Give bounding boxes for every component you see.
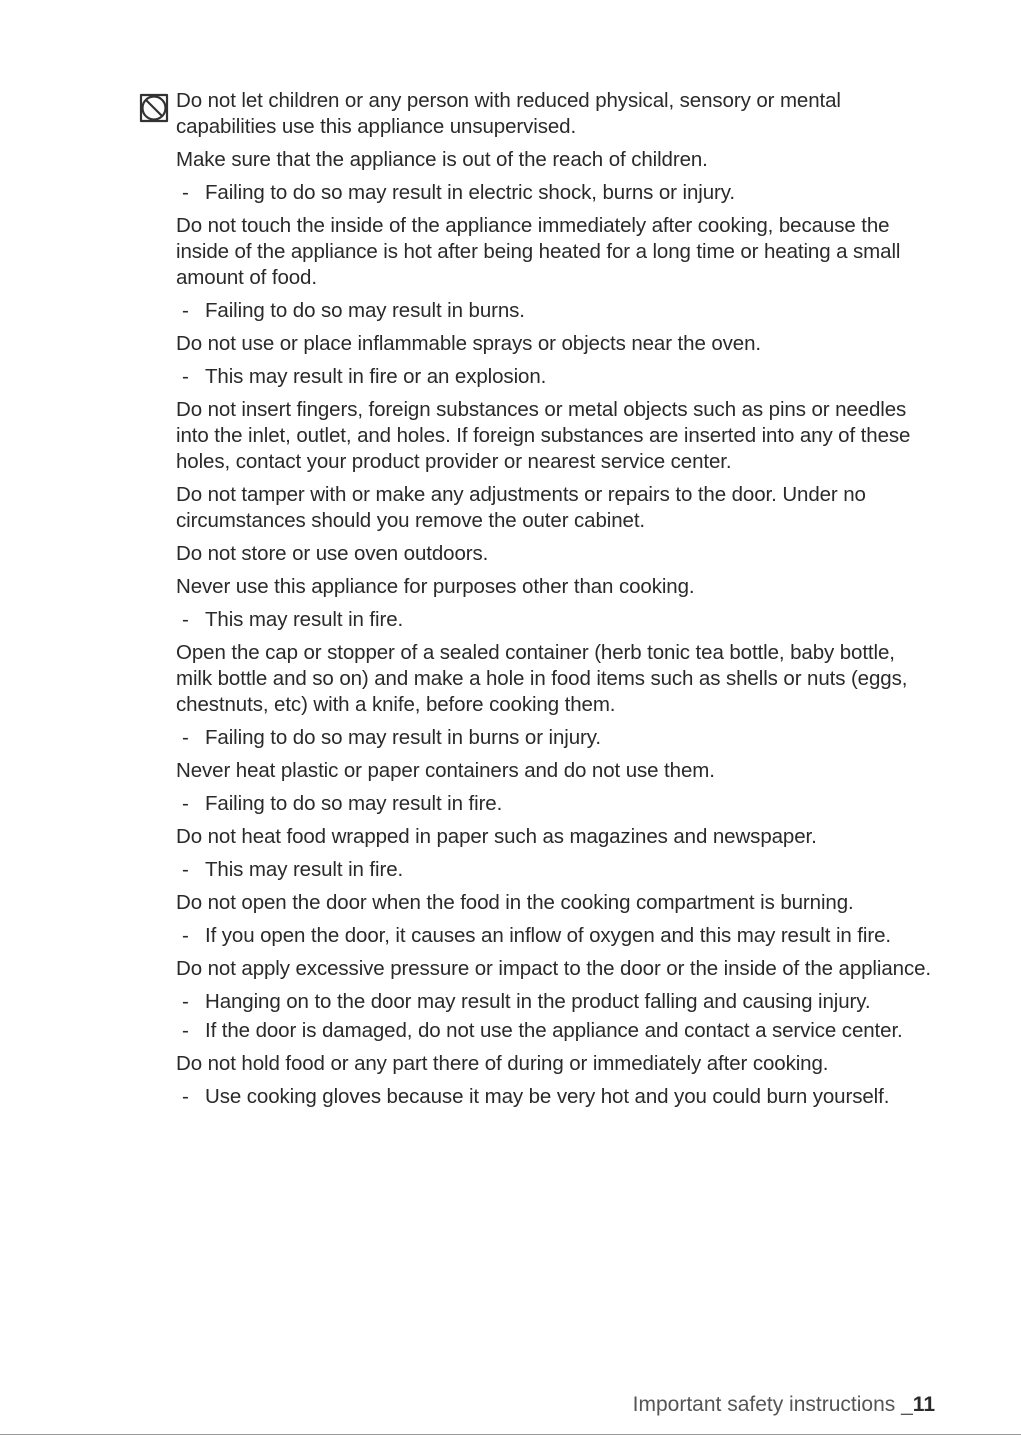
instruction-consequence: [176, 298, 936, 324]
instruction-item: [176, 640, 936, 751]
dash-marker: -: [182, 858, 189, 881]
instruction-item: [176, 331, 936, 390]
bottom-divider: [0, 1434, 1021, 1435]
consequence-text: This may result in fire or an explosion.: [205, 365, 547, 388]
instruction-item: [176, 213, 936, 324]
consequence-text: If the door is damaged, do not use the appliance and contact a service center.: [205, 1019, 903, 1042]
instruction-item: [176, 88, 936, 140]
instruction-text: Never heat plastic or paper containers and do not use them.: [176, 759, 715, 782]
prohibition-icon: [137, 91, 171, 125]
consequence-text: Failing to do so may result in burns or injury.: [205, 726, 601, 749]
instruction-text: Do not use or place inflammable sprays or objects near the oven.: [176, 332, 761, 355]
consequence-text: Hanging on to the door may result in the product falling and causing injury.: [205, 990, 871, 1013]
instruction-consequence: [176, 364, 936, 390]
instruction-item: [176, 482, 936, 534]
dash-marker: -: [182, 1085, 189, 1108]
dash-marker: -: [182, 792, 189, 815]
consequence-text: Failing to do so may result in electric shock, burns or injury.: [205, 181, 735, 204]
instruction-text: Do not heat food wrapped in paper such as magazines and newspaper.: [176, 825, 817, 848]
instruction-item: [176, 574, 936, 633]
instruction-text: Do not tamper with or make any adjustments or repairs to the door. Under no circumstances should you remove the outer cabinet.: [176, 483, 866, 532]
instruction-item: [176, 147, 936, 206]
instruction-consequence: [176, 791, 936, 817]
instruction-text: Do not hold food or any part there of during or immediately after cooking.: [176, 1052, 829, 1075]
instruction-item: [176, 397, 936, 475]
instruction-consequence: [176, 607, 936, 633]
instruction-text: Open the cap or stopper of a sealed container (herb tonic tea bottle, baby bottle, milk bottle and so on) and make a hole in food items such as shells or nuts (eggs, chestnuts, etc) with a knife, before cooking them.: [176, 641, 908, 716]
instruction-consequence: [176, 1018, 936, 1044]
instruction-item: [176, 1051, 936, 1110]
consequence-text: If you open the door, it causes an inflow of oxygen and this may result in fire.: [205, 924, 891, 947]
dash-marker: -: [182, 990, 189, 1013]
dash-marker: -: [182, 365, 189, 388]
instruction-item: [176, 541, 936, 567]
dash-marker: -: [182, 181, 189, 204]
instruction-item: [176, 758, 936, 817]
consequence-text: Failing to do so may result in fire.: [205, 792, 503, 815]
instruction-consequence: [176, 989, 936, 1015]
instruction-consequence: [176, 857, 936, 883]
instruction-item: [176, 956, 936, 1044]
consequence-text: Use cooking gloves because it may be very hot and you could burn yourself.: [205, 1085, 890, 1108]
instruction-text: Make sure that the appliance is out of the reach of children.: [176, 148, 708, 171]
instruction-text: Do not apply excessive pressure or impact to the door or the inside of the appliance.: [176, 957, 931, 980]
dash-marker: -: [182, 299, 189, 322]
footer-section-title: Important safety instructions _: [632, 1393, 913, 1416]
consequence-text: This may result in fire.: [205, 858, 404, 881]
page-footer: [633, 1392, 935, 1418]
safety-instructions-list: [176, 88, 936, 1117]
instruction-text: Never use this appliance for purposes other than cooking.: [176, 575, 695, 598]
instruction-text: Do not store or use oven outdoors.: [176, 542, 489, 565]
dash-marker: -: [182, 726, 189, 749]
instruction-consequence: [176, 923, 936, 949]
instruction-text: Do not let children or any person with reduced physical, sensory or mental capabilities use this appliance unsupervised.: [176, 89, 841, 138]
dash-marker: -: [182, 608, 189, 631]
page-number: 11: [912, 1393, 935, 1416]
instruction-item: [176, 824, 936, 883]
instruction-consequence: [176, 180, 936, 206]
dash-marker: -: [182, 924, 189, 947]
instruction-consequence: [176, 725, 936, 751]
instruction-text: Do not insert fingers, foreign substances or metal objects such as pins or needles into the inlet, outlet, and holes. If foreign substances are inserted into any of these holes, contact your product provider or nearest service center.: [176, 398, 911, 473]
consequence-text: This may result in fire.: [205, 608, 404, 631]
instruction-item: [176, 890, 936, 949]
instruction-text: Do not touch the inside of the appliance immediately after cooking, because the inside of the appliance is hot after being heated for a long time or heating a small amount of food.: [176, 214, 901, 289]
dash-marker: -: [182, 1019, 189, 1042]
instruction-text: Do not open the door when the food in the cooking compartment is burning.: [176, 891, 854, 914]
consequence-text: Failing to do so may result in burns.: [205, 299, 525, 322]
instruction-consequence: [176, 1084, 936, 1110]
